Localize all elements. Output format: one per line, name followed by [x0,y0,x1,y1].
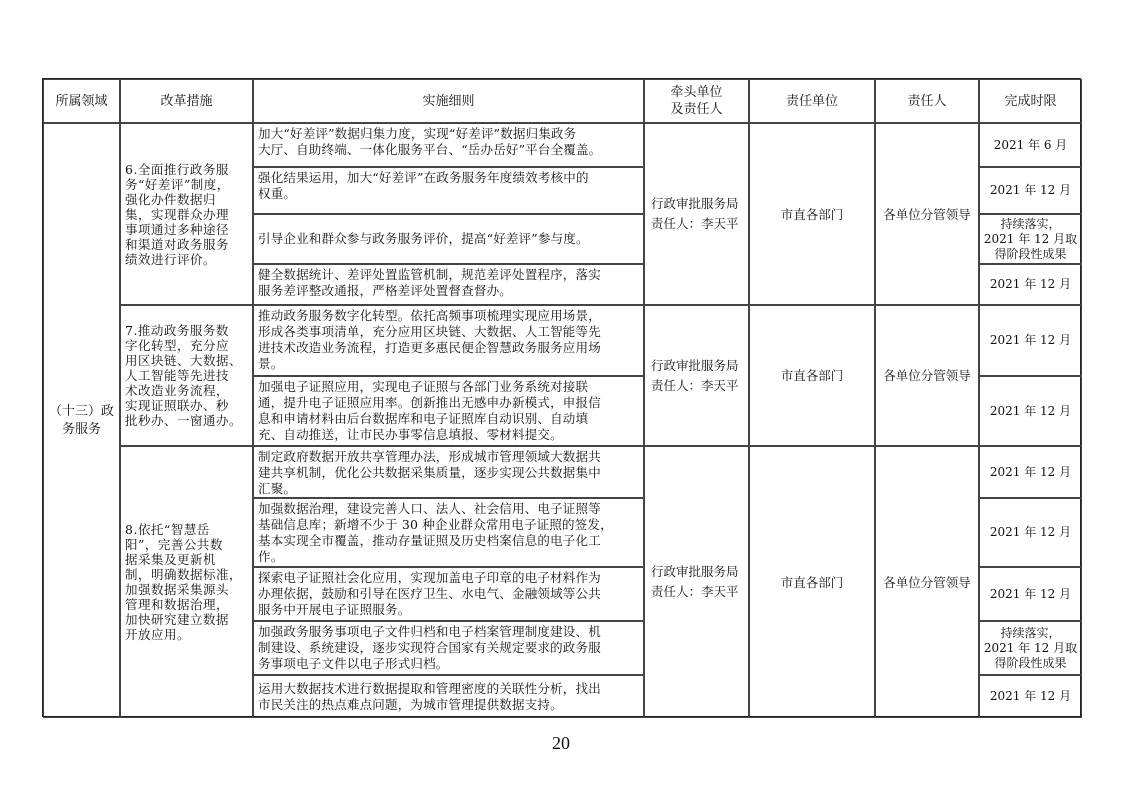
detail-6-3: 引导企业和群众参与政务服务评价，提高“好差评”参与度。 [253,214,644,264]
deadline-8-1: 2021 年 12 月 [979,446,1082,498]
header-lead: 牵头单位 及责任人 [644,79,749,123]
deadline-7-1: 2021 年 12 月 [979,305,1082,376]
resp-unit-8: 市直各部门 [749,446,875,718]
deadline-6-4: 2021 年 12 月 [979,264,1082,305]
detail-8-2: 加强数据治理，建设完善人口、法人、社会信用、电子证照等 基础信息库；新增不少于 30 种企业群众常用电子证照的签发， 基本实现全市覆盖，推动存量证照及历史档案信息的电子化工 作。 [253,498,644,567]
detail-8-1: 制定政府数据开放共享管理办法，形成城市管理领域大数据共 建共享机制，优化公共数据采集质量，逐步实现公共数据集中 汇聚。 [253,446,644,498]
resp-person-8: 各单位分管领导 [875,446,979,718]
lead-8: 行政审批服务局 责任人：李天平 [644,446,749,718]
measure-7: 7.推动政务服务数 字化转型，充分应 用区块链、大数据、 人工智能等先进技 术改造业务流程， 实现证照联办、秒 批秒办、一窗通办。 [120,305,253,446]
detail-8-3: 探索电子证照社会化应用，实现加盖电子印章的电子材料作为 办理依据，鼓励和引导在医疗卫生、水电气、金融领域等公共 服务中开展电子证照服务。 [253,567,644,621]
resp-person-7: 各单位分管领导 [875,305,979,446]
measure-8: 8.依托“智慧岳 阳”，完善公共数 据采集及更新机 制，明确数据标准， 加强数据采集源头 管理和数据治理， 加快研究建立数据 开放应用。 [120,446,253,718]
resp-person-6: 各单位分管领导 [875,123,979,305]
resp-unit-6: 市直各部门 [749,123,875,305]
reform-table [42,78,1081,717]
detail-8-5: 运用大数据技术进行数据提取和管理密度的关联性分析，找出 市民关注的热点难点问题，为城市管理提供数据支持。 [253,675,644,718]
deadline-6-3: 持续落实， 2021 年 12 月取 得阶段性成果 [979,214,1082,264]
deadline-6-2: 2021 年 12 月 [979,167,1082,214]
deadline-8-3: 2021 年 12 月 [979,567,1082,621]
lead-6: 行政审批服务局 责任人：李天平 [644,123,749,305]
resp-unit-7: 市直各部门 [749,305,875,446]
measure-6: 6.全面推行政务服 务“好差评”制度， 强化办件数据归 集，实现群众办理 事项通过多种途径 和渠道对政务服务 绩效进行评价。 [120,123,253,305]
page-number: 20 [552,733,570,753]
header-resp-unit: 责任单位 [749,79,875,123]
header-resp-person: 责任人 [875,79,979,123]
detail-8-4: 加强政务服务事项电子文件归档和电子档案管理制度建设、机 制建设、系统建设，逐步实现符合国家有关规定要求的政务服 务事项电子文件以电子形式归档。 [253,621,644,675]
detail-6-4: 健全数据统计、差评处置监管机制，规范差评处置程序，落实 服务差评整改通报，严格差评处置督查督办。 [253,264,644,305]
header-domain: 所属领域 [43,79,120,123]
detail-6-1: 加大“好差评”数据归集力度，实现“好差评”数据归集政务 大厅、自助终端、一体化服务平台、“岳办岳好”平台全覆盖。 [253,123,644,167]
header-measure: 改革措施 [120,79,253,123]
detail-7-2: 加强电子证照应用，实现电子证照与各部门业务系统对接联 通，提升电子证照应用率。创新推出无感申办新模式，申报信 息和申请材料由后台数据库和电子证照库自动识别、自动填 充、自动推送，让市民办事零信息填报、零材料提交。 [253,376,644,446]
header-detail: 实施细则 [253,79,644,123]
deadline-7-2: 2021 年 12 月 [979,376,1082,446]
detail-7-1: 推动政务服务数字化转型。依托高频事项梳理实现应用场景， 形成各类事项清单，充分应用区块链、大数据、人工智能等先 进技术改造业务流程，打造更多惠民便企智慧政务服务应用场 景。 [253,305,644,376]
deadline-8-5: 2021 年 12 月 [979,675,1082,718]
lead-7: 行政审批服务局 责任人：李天平 [644,305,749,446]
detail-6-2: 强化结果运用，加大“好差评”在政务服务年度绩效考核中的 权重。 [253,167,644,214]
domain-cell: （十三）政 务服务 [43,123,120,718]
deadline-6-1: 2021 年 6 月 [979,123,1082,167]
deadline-8-4: 持续落实， 2021 年 12 月取 得阶段性成果 [979,621,1082,675]
header-deadline: 完成时限 [979,79,1082,123]
deadline-8-2: 2021 年 12 月 [979,498,1082,567]
